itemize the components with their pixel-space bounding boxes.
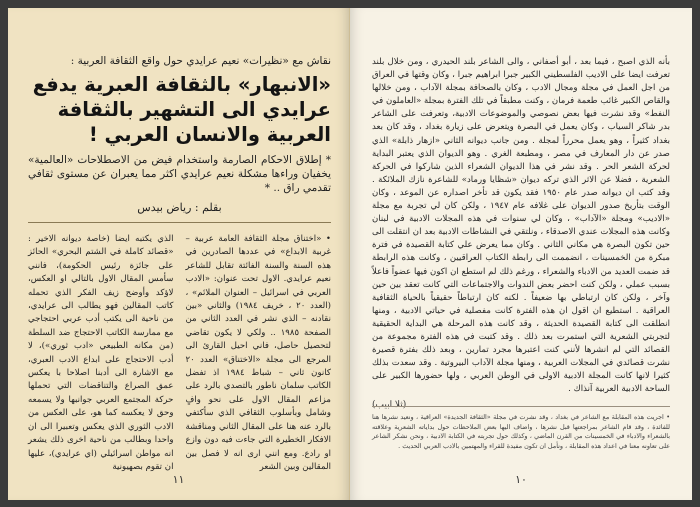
article-headline: «الانبهار» بالثقافة العبرية يدفع عرايدي الى التشهير بالثقافة العربية والانسان العربي !: [32, 73, 331, 146]
article-column-right: • «اختناق مجلة الثقافة العامة عربية – غربية الابداع» في عددها الصادرين في هذه السنة والسنة الفائتة تقابل للشاعر نعيم عرايدي. الاول تحت عنوان: «الادب العربي في اسرائيل – العنوان الملائم» ، (العدد ٢٠ ، خريف ١٩٨٤) والثاني «بين نقادنه – الذي نشر في العدد الثاني من الصفحة ١٩٨٥ .. ولكي لا يكون تقاضي لتحصيل حاصل، فاني احيل القارئ الى المرجع الى مجلة «الاختناق» العدد ٢٠ كانون ثاني – شباط ١٩٨٤ اذ تفضل الكاتب سلمان ناطور بالتصدي بالرد على مزاعم المقال الاول على نحو وافٍ وشامل وبأسلوب الثقافي الذي سأكتفي بالرد عنه هنا على المقال الثاني ومناقشة الافكار الخطيرة التي جاءت فيه دون وازع او رادع. ومع انني ارى انه لا فصل بين المقالين وبين الشعر: [185, 234, 332, 472]
article-columns: [28, 233, 331, 474]
right-page-body: بأنه الذي اصبح ، فيما بعد ، أبو أصفاني ، والى الشاعر بلند الحيدري ، ومن خلال بلند تعرفت ايضا على الاديب الفلسطيني الكبير جبرا ابراهيم جبرا ، وكان وقتها في العراق من اجل العمل في مجلة ومجال الادب ، وكان بالصحافة بمجلة الآداب ، ومن خلالها والقاص الكبير غائب طعمة فرمان ، وكنت مطبقاً في تلك الفترة بمجلة «العاملون في النفط» وقد نشرت فيها بعض نصوصي والموضوعات الادبية، وتعرفت على الشاعر بدر شاكر السياب ، وكان يعمل في البصرة ويتعرض على زيارة بغداد ، وقد كان بعد بغداد كثيراً ، وهو يعمل محرراً لمجلة . ومن جانب ديوانه الثاني «ازهار ذابلة» الذي صدر عن دار المعارف في مصر ، ومطبعة الغري . وهو الديوان الذي يعتبر البداية لحركة الشعر الحر . وقد نشر في هذا الديوان الشعراء الذين شاركوا في الحركة الشعرية ، فضلا عن الاثر الذي تركه ديوان «شظايا ورماد» للشاعرة نازك الملائكة . وقد كتب ان ديوانه صدر عام ١٩٥٠ فقد يكون قد تأخر اصداره عن الموعد ، وكان الوقت بتأريخ صدور الديوان على غلافه عام ١٩٤٧ ، ولكن كان لي تجربة مع مجلة «الاديب» ومجلة «الآداب» ، وكان لي سنوات في هذه المجلات الادبية في لبنان وكانت هذه المجلات عندي الاصدقاء ، ونلتقي في النشاطات الادبية بعد ان انتقلت الى حين تكون البصرة هي مكاني الثاني . وكان مما يعرض علي كتابة القصيدة في فترة مبكرة من الخمسينات ، انضممت الى رابطة الكتاب العراقيين ، وكانت هذه الرابطة قد ضمت العديد من الادباء والشعراء ، ورغم ذلك لم استطع ان اكون فيها عضواً فاعلاً بسبب عملي ، ولكن كنت احضر بعض الندوات والاجتماعات التي كانت تعقد بين حين وآخر ، ولكن كان ارتباطي بها ضعيفاً . لكنه كان ارتباطاً حقيقياً بالحياة الثقافية العراقية . استطيع ان اقول ان هذه الفترة كانت مفصلية في حياتي الادبية ، ومنها انطلقت الى كتابة القصيدة الحديثة ، وقد كانت هذه المرحلة هي البداية الحقيقية لتجربتي الشعرية التي استمرت بعد ذلك . وقد كتبت في هذه الفترة مجموعة من القصائد التي لم انشرها لأنني كنت اعتبرها مجرد تمارين ، وبعد ذلك بفترة قصيرة نشرت قصائدي في المجلات العربية ، ومنها مجلة الآداب البيروتية . وقد سعدت بذلك كثيرا لانها كانت المجلة الادبية الاولى في الوطن العربي ، ولها حضورها الكبير على الساحة الادبية العربية آنذاك .: [372, 57, 670, 395]
page-number-right: ١٠: [515, 473, 527, 486]
right-page-footnote: • اجريت هذه المقابلة مع الشاعر في بغداد ، وقد نشرت في مجلة «الثقافة الجديدة» العراقية ، ونعيد نشرها هنا للفائدة ، وقد قام الشاعر بمراجعتها قبل نشرها ، واضاف اليها بعض الملاحظات حول بداياته الشعرية وعلاقته بالشعراء والادباء في الخمسينات من القرن الماضي ، وكذلك حول تجربته في الكتابة الادبية ، ونحن نشكر الشاعر على تعاونه معنا في اعداد هذه المقابلة ، ونأمل ان تكون مفيدة للقراء والمهتمين بالادب العربي الحديث .: [372, 406, 670, 452]
article-intro: * إطلاق الاحكام الصارمة واستخدام فيض من الاصطلاحات «العالمية» يخفيان وراءها مشكلة نعيم عرايدي اكثر مما يعبران عن مستوى ثقافي تقدمي راق .. *: [28, 154, 331, 194]
article-header: [28, 54, 331, 223]
article-author: بقلم : رياض بيدس: [28, 201, 331, 223]
right-page: [350, 8, 692, 500]
left-page: [8, 8, 350, 500]
magazine-spread: [8, 8, 692, 500]
article-column-left: الذي يكتبه ايضا (خاصة ديوانه الاخير : «قصائد كاملة في الشتم البحري» الحائز على جائزة رئيس الحكومة)، فانني سأمس المقال الاول بالتالي او العكس، لاؤكد وأوضح زيف الفكر الذي تحمله كاتب المقالين فهو يطالب الى عرايدي، من ناحية الى يكتب أدب عربي احتجاجي مع ممارسة الكاتب الاحتجاج ضد السلطة (من مكانه الطبيعي «ادب ثوري»)، لا أدب الاحتجاج على ابداع الادب العبري، مع الاشارة الى أدبنا اصلاحا با يعكس عمق الصراع والتناقضات التي تحملها حركة المجتمع العربي جوانبها ولا يسمعه وحق لا يعكسه كما هو، على العكس من الادب الثوري الذي يعكس وتعبيرا الى ان واحدا وبطالب من ناحية اخرى ذلك يشعر انه مواطن اسرائيلي (اي عرايدي)، عليها ان تقوم بصهيونية: [28, 234, 174, 472]
article-kicker: نقاش مع «نظيرات» نعيم عرايدي حول واقع الثقافة العربية :: [70, 55, 331, 67]
right-page-signature: (ثلا ابيب): [372, 400, 407, 411]
page-number-left: ١١: [172, 473, 185, 486]
